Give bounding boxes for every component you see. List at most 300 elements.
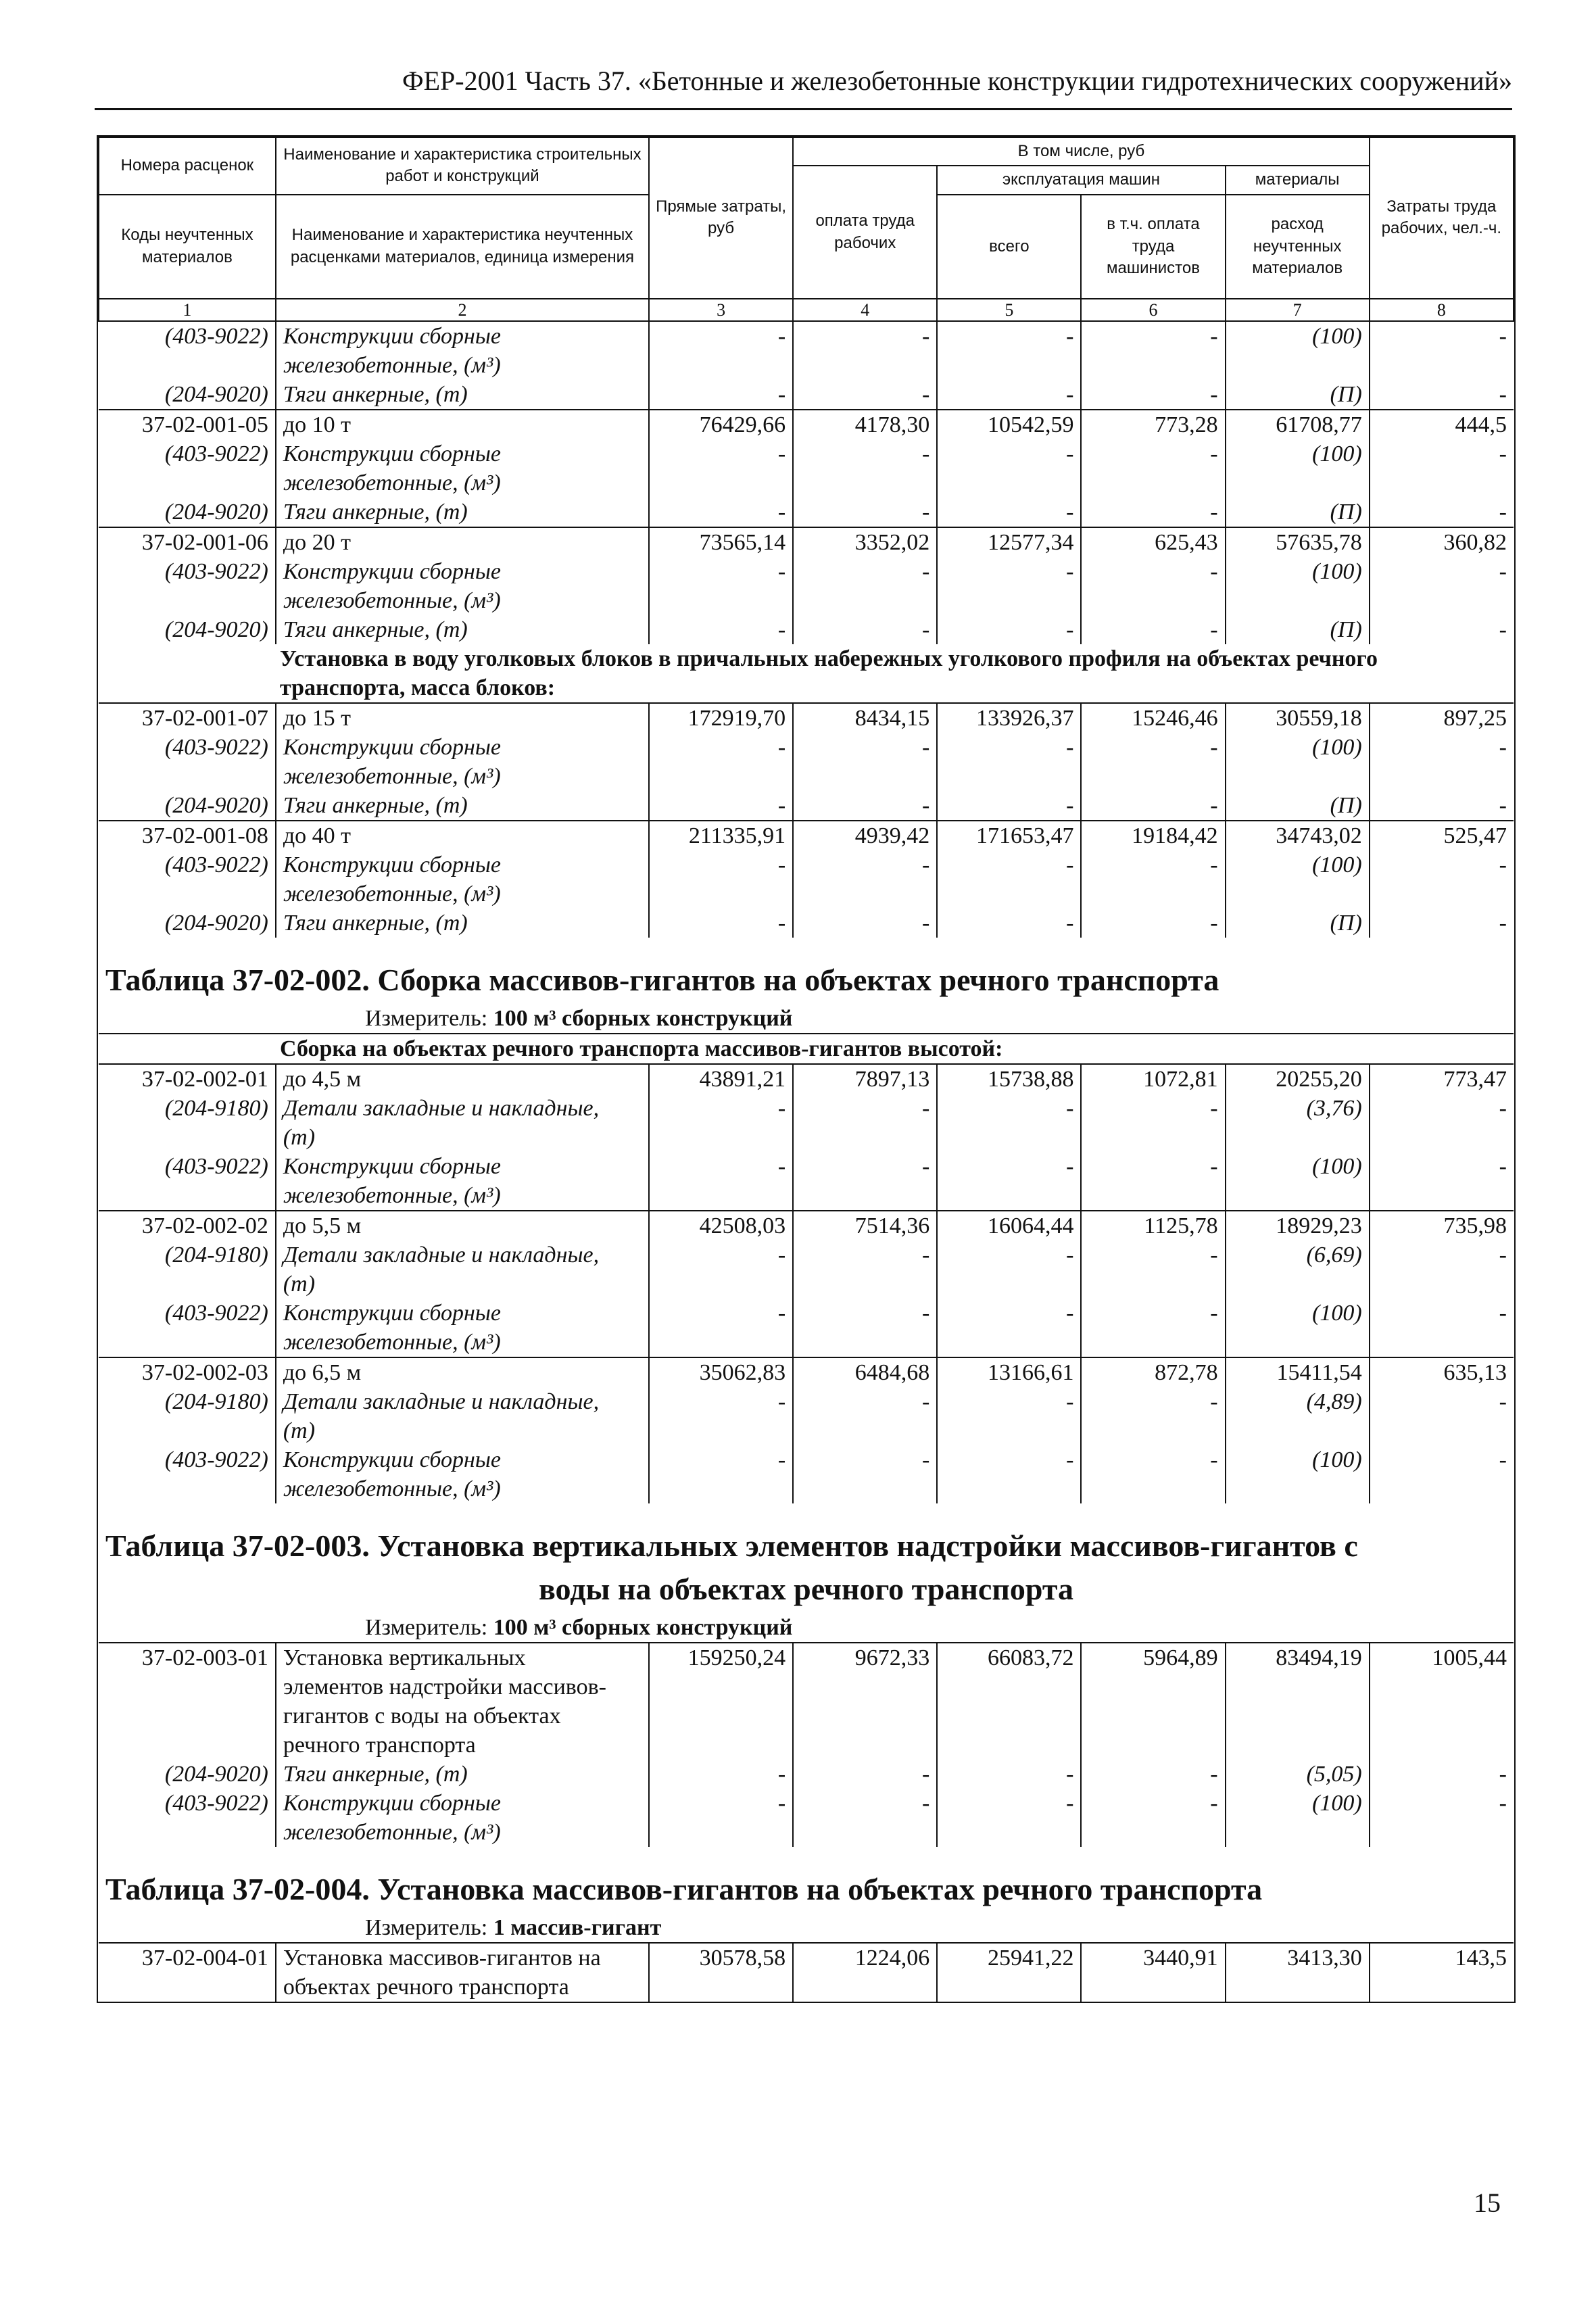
value-cell [649,1328,793,1357]
col-machines-total: всего [937,195,1081,299]
table-row [99,1328,1514,1357]
table-row [99,615,1514,644]
value-cell [793,586,937,615]
value-cell [649,1416,793,1445]
value-cell [1370,1702,1514,1731]
table-header [99,137,1514,299]
rate-code: (204-9020) [99,909,276,938]
rate-name: (т) [276,1123,649,1152]
rate-row [99,527,1514,557]
value-cell [1370,879,1514,909]
value-cell: - [649,1789,793,1818]
value-cell: 25941,22 [937,1943,1081,1973]
col-machinists: в т.ч. оплата труда машинистов [1081,195,1225,299]
value-cell [1081,879,1225,909]
table-row [99,1445,1514,1474]
value-cell: - [1499,1389,1507,1414]
value-cell: - [1081,1152,1225,1181]
value-cell: - [937,321,1081,351]
meter-value: 1 массив-гигант [493,1914,662,1940]
rate-name: железобетонные, (м³) [276,1328,649,1357]
value-cell: - [937,498,1081,527]
rate-row [99,703,1514,733]
table-row [99,733,1514,762]
value-cell [1370,1328,1514,1357]
value-cell [1081,1702,1225,1731]
column-number: 6 [1081,299,1225,321]
rate-name: Детали закладные и накладные, [276,1387,649,1416]
value-cell [793,879,937,909]
value-cell: (П) [1226,380,1370,410]
value-cell: - [1499,852,1507,877]
value-cell [1226,1702,1370,1731]
table-row [99,762,1514,791]
value-cell: 897,25 [1370,703,1514,733]
value-cell: - [649,1387,793,1416]
value-cell: (100) [1226,850,1370,879]
value-cell: 15411,54 [1226,1357,1370,1387]
value-cell: (100) [1226,733,1370,762]
value-cell [1081,586,1225,615]
value-cell: - [793,615,937,644]
table-row [99,879,1514,909]
value-cell [793,1672,937,1702]
value-cell: - [1499,499,1507,525]
rate-code: (403-9022) [99,1152,276,1181]
value-cell [1081,351,1225,380]
table-row [99,586,1514,615]
rate-name: Тяги анкерные, (т) [276,615,649,644]
table-title: Таблица 37-02-003. Установка вертикальных элементов надстройки массивов-гигантов с [105,1528,1358,1563]
meter [99,1613,1514,1643]
rate-code: 37-02-002-01 [99,1064,276,1094]
value-cell [937,351,1081,380]
value-cell [937,1672,1081,1702]
value-cell: 15738,88 [937,1064,1081,1094]
value-cell: 18929,23 [1226,1211,1370,1240]
rate-name: железобетонные, (м³) [276,762,649,791]
table-row [99,1818,1514,1847]
rate-name: гигантов с воды на объектах [276,1702,649,1731]
value-cell: 34743,02 [1226,821,1370,850]
rate-code: 37-02-004-01 [99,1943,276,1973]
value-cell [793,1416,937,1445]
value-cell [649,762,793,791]
value-cell: - [1081,557,1225,586]
value-cell: 8434,15 [793,703,937,733]
value-cell: - [649,850,793,879]
table-title-row [99,938,1514,1004]
value-cell: - [649,498,793,527]
rate-name: Установка вертикальных [276,1643,649,1672]
value-cell [1226,1123,1370,1152]
value-cell: - [937,615,1081,644]
col-codes-bottom: Коды неучтенных материалов [99,195,276,299]
value-cell: - [1370,321,1514,351]
value-cell: (3,76) [1226,1094,1370,1123]
rate-code: (403-9022) [99,1789,276,1818]
table-row [99,1240,1514,1270]
value-cell: - [649,615,793,644]
value-cell: - [793,321,937,351]
page-number: 15 [1474,2188,1501,2218]
rate-code: (204-9020) [99,498,276,527]
column-number: 1 [99,299,276,321]
value-cell [937,1328,1081,1357]
table-row [99,439,1514,468]
value-cell: - [1499,381,1507,407]
col-wages: оплата труда рабочих [793,166,937,298]
value-cell: (П) [1226,615,1370,644]
rate-row [99,1064,1514,1094]
value-cell [793,1181,937,1211]
col-name-top: Наименование и характеристика строительных работ и конструкций [276,137,649,195]
meter-value: 100 м³ сборных конструкций [493,1005,793,1031]
rate-code: (204-9180) [99,1240,276,1270]
value-cell: - [649,1760,793,1789]
value-cell [793,1123,937,1152]
section-heading: Установка в воду уголковых блоков в причальных набережных уголкового профиля на объектах речного транспорта, масса блоков: [280,646,1378,700]
value-cell: - [793,1152,937,1181]
rate-code: (204-9020) [99,1760,276,1789]
value-cell: 4939,42 [793,821,937,850]
table-row [99,850,1514,879]
rate-name: Конструкции сборные [276,1789,649,1818]
value-cell [1226,1973,1370,2002]
value-cell [793,1270,937,1299]
meter-value: 100 м³ сборных конструкций [493,1614,793,1640]
value-cell [1226,1270,1370,1299]
value-cell [1081,1416,1225,1445]
rate-code: (204-9180) [99,1094,276,1123]
rate-name: Детали закладные и накладные, [276,1240,649,1270]
value-cell: - [1081,1299,1225,1328]
rate-code [99,879,276,909]
rate-name: до 40 т [276,821,649,850]
value-cell: 635,13 [1370,1357,1514,1387]
value-cell: 133926,37 [937,703,1081,733]
value-cell [1370,1973,1514,2002]
rate-name: железобетонные, (м³) [276,468,649,498]
rate-code: 37-02-001-06 [99,527,276,557]
column-number: 8 [1370,299,1514,321]
value-cell: - [937,1299,1081,1328]
rate-name: железобетонные, (м³) [276,1818,649,1847]
rate-code: (204-9020) [99,380,276,410]
value-cell: - [1499,558,1507,584]
value-cell: 19184,42 [1081,821,1225,850]
rate-name: до 4,5 м [276,1064,649,1094]
value-cell: 10542,59 [937,410,1081,439]
value-cell [937,1416,1081,1445]
value-cell [793,351,937,380]
value-cell [1226,1328,1370,1357]
value-cell: 773,47 [1370,1064,1514,1094]
value-cell [937,586,1081,615]
value-cell [1370,1270,1514,1299]
value-cell: - [1499,734,1507,760]
value-cell: - [1499,441,1507,466]
column-number: 2 [276,299,649,321]
value-cell: - [793,380,937,410]
value-cell: (4,89) [1226,1387,1370,1416]
value-cell: - [1081,1445,1225,1474]
value-cell: - [1499,1242,1507,1268]
rate-code [99,1818,276,1847]
section-row [99,1034,1514,1064]
value-cell: 525,47 [1370,821,1514,850]
rate-code: (403-9022) [99,321,276,351]
column-numbers [99,299,1514,321]
value-cell [649,1672,793,1702]
rate-name: Конструкции сборные [276,1445,649,1474]
value-cell: 735,98 [1370,1211,1514,1240]
value-cell: - [1499,1761,1507,1787]
value-cell: (100) [1226,1152,1370,1181]
value-cell [1370,1672,1514,1702]
value-cell [1081,1328,1225,1357]
rate-code: (204-9180) [99,1387,276,1416]
value-cell: - [1081,1240,1225,1270]
value-cell [649,586,793,615]
table-title-row [99,1503,1514,1570]
value-cell: 42508,03 [649,1211,793,1240]
value-cell: (6,69) [1226,1240,1370,1270]
value-cell: 872,78 [1081,1357,1225,1387]
value-cell [793,1328,937,1357]
value-cell [1370,1474,1514,1503]
rate-row [99,821,1514,850]
value-cell: 43891,21 [649,1064,793,1094]
value-cell: - [937,1240,1081,1270]
value-cell: - [1081,791,1225,821]
value-cell: 6484,68 [793,1357,937,1387]
rate-name: железобетонные, (м³) [276,351,649,380]
value-cell: - [937,791,1081,821]
table-row [99,1731,1514,1760]
value-cell [1226,1672,1370,1702]
value-cell: - [793,557,937,586]
rate-row [99,1357,1514,1387]
column-number: 5 [937,299,1081,321]
value-cell: - [793,909,937,938]
value-cell: - [937,1094,1081,1123]
rate-code [99,1328,276,1357]
value-cell [1081,1672,1225,1702]
value-cell [793,468,937,498]
value-cell: 73565,14 [649,527,793,557]
value-cell: - [793,1760,937,1789]
value-cell: - [937,733,1081,762]
meter-row [99,1613,1514,1643]
value-cell: 360,82 [1370,527,1514,557]
value-cell [1081,1270,1225,1299]
price-table-grid [98,137,1514,2002]
value-cell [1370,351,1514,380]
value-cell [1226,1181,1370,1211]
rate-name: Тяги анкерные, (т) [276,1760,649,1789]
value-cell: 444,5 [1370,410,1514,439]
rate-code [99,1181,276,1211]
table-row [99,1789,1514,1818]
price-table [97,135,1516,2003]
table-title: Таблица 37-02-002. Сборка массивов-гигантов на объектах речного транспорта [105,962,1219,997]
value-cell [937,468,1081,498]
value-cell [1370,1181,1514,1211]
value-cell: 625,43 [1081,527,1225,557]
rate-name: до 20 т [276,527,649,557]
value-cell: - [1081,380,1225,410]
rate-code [99,586,276,615]
value-cell [1370,1731,1514,1760]
value-cell [1081,1123,1225,1152]
value-cell: - [793,1445,937,1474]
value-cell [1081,1818,1225,1847]
rate-name: Детали закладные и накладные, [276,1094,649,1123]
value-cell [649,1731,793,1760]
value-cell [1370,468,1514,498]
rate-code [99,1123,276,1152]
rate-row [99,1211,1514,1240]
table-row [99,791,1514,821]
table-row [99,909,1514,938]
rate-code [99,468,276,498]
value-cell [1370,1818,1514,1847]
value-cell: 9672,33 [793,1643,937,1672]
rate-code [99,1973,276,2002]
value-cell [937,762,1081,791]
value-cell: 3352,02 [793,527,937,557]
meter-label: Измеритель: [365,1005,493,1031]
value-cell: 76429,66 [649,410,793,439]
rate-name: Тяги анкерные, (т) [276,909,649,938]
section-row [99,644,1514,703]
rate-name: Конструкции сборные [276,321,649,351]
value-cell [793,1973,937,2002]
rate-row [99,410,1514,439]
value-cell: 171653,47 [937,821,1081,850]
value-cell: 773,28 [1081,410,1225,439]
value-cell: 1005,44 [1370,1643,1514,1672]
header-rule [95,108,1512,110]
value-cell: (100) [1226,1299,1370,1328]
value-cell [1081,1731,1225,1760]
table-row [99,351,1514,380]
value-cell: - [1499,1153,1507,1179]
value-cell [1226,1416,1370,1445]
value-cell [649,879,793,909]
table-body [99,321,1514,2002]
value-cell [1226,1818,1370,1847]
rate-name: элементов надстройки массивов- [276,1672,649,1702]
col-materials-unaccounted: расход неучтенных материалов [1226,195,1370,299]
col-name-bottom: Наименование и характеристика неучтенных расценками материалов, единица измерения [276,195,649,299]
meter-row [99,1913,1514,1943]
rate-code: (204-9020) [99,791,276,821]
rate-name: Конструкции сборные [276,439,649,468]
value-cell: - [937,1445,1081,1474]
rate-name: Тяги анкерные, (т) [276,380,649,410]
column-number: 4 [793,299,937,321]
value-cell: - [793,1240,937,1270]
value-cell: - [937,1387,1081,1416]
value-cell [937,1818,1081,1847]
rate-code: 37-02-001-08 [99,821,276,850]
value-cell [1081,1181,1225,1211]
value-cell [937,1270,1081,1299]
value-cell: - [1499,1790,1507,1816]
value-cell: - [1081,733,1225,762]
table-row [99,1973,1514,2002]
rate-name: до 15 т [276,703,649,733]
table-row [99,380,1514,410]
value-cell [937,1123,1081,1152]
rate-name: железобетонные, (м³) [276,586,649,615]
value-cell [1226,586,1370,615]
value-cell: - [793,1789,937,1818]
rate-name: речного транспорта [276,1731,649,1760]
value-cell [1226,879,1370,909]
value-cell [649,1181,793,1211]
value-cell: - [1081,1094,1225,1123]
value-cell: - [1499,617,1507,642]
value-cell: - [649,733,793,762]
table-row [99,1270,1514,1299]
table-row [99,1152,1514,1181]
value-cell: - [649,380,793,410]
table-title: Таблица 37-02-004. Установка массивов-гигантов на объектах речного транспорта [105,1871,1263,1906]
value-cell: - [649,321,793,351]
value-cell: - [1499,1447,1507,1472]
value-cell: (100) [1226,439,1370,468]
rate-code: (204-9020) [99,615,276,644]
table-row [99,1672,1514,1702]
rate-code: 37-02-002-02 [99,1211,276,1240]
rate-name: Тяги анкерные, (т) [276,498,649,527]
table-row [99,1123,1514,1152]
value-cell: - [1081,850,1225,879]
value-cell [1370,1416,1514,1445]
value-cell: - [1499,792,1507,818]
table-row [99,1387,1514,1416]
value-cell: - [937,909,1081,938]
rate-code: (403-9022) [99,1445,276,1474]
value-cell: (100) [1226,557,1370,586]
rate-code: 37-02-001-07 [99,703,276,733]
value-cell: - [937,1760,1081,1789]
value-cell: - [649,1152,793,1181]
table-row [99,498,1514,527]
value-cell: 143,5 [1370,1943,1514,1973]
rate-name: железобетонные, (м³) [276,1474,649,1503]
rate-name: Конструкции сборные [276,1152,649,1181]
value-cell: - [649,1299,793,1328]
value-cell [1226,762,1370,791]
value-cell [649,1474,793,1503]
section-heading: Сборка на объектах речного транспорта массивов-гигантов высотой: [280,1036,1003,1061]
table-row [99,1181,1514,1211]
column-number: 3 [649,299,793,321]
value-cell [1370,1123,1514,1152]
col-direct: Прямые затраты, руб [649,137,793,299]
rate-name: Конструкции сборные [276,1299,649,1328]
value-cell: 4178,30 [793,410,937,439]
value-cell [1226,468,1370,498]
value-cell: (100) [1226,321,1370,351]
value-cell [1226,351,1370,380]
rate-name: Конструкции сборные [276,557,649,586]
value-cell: - [937,557,1081,586]
